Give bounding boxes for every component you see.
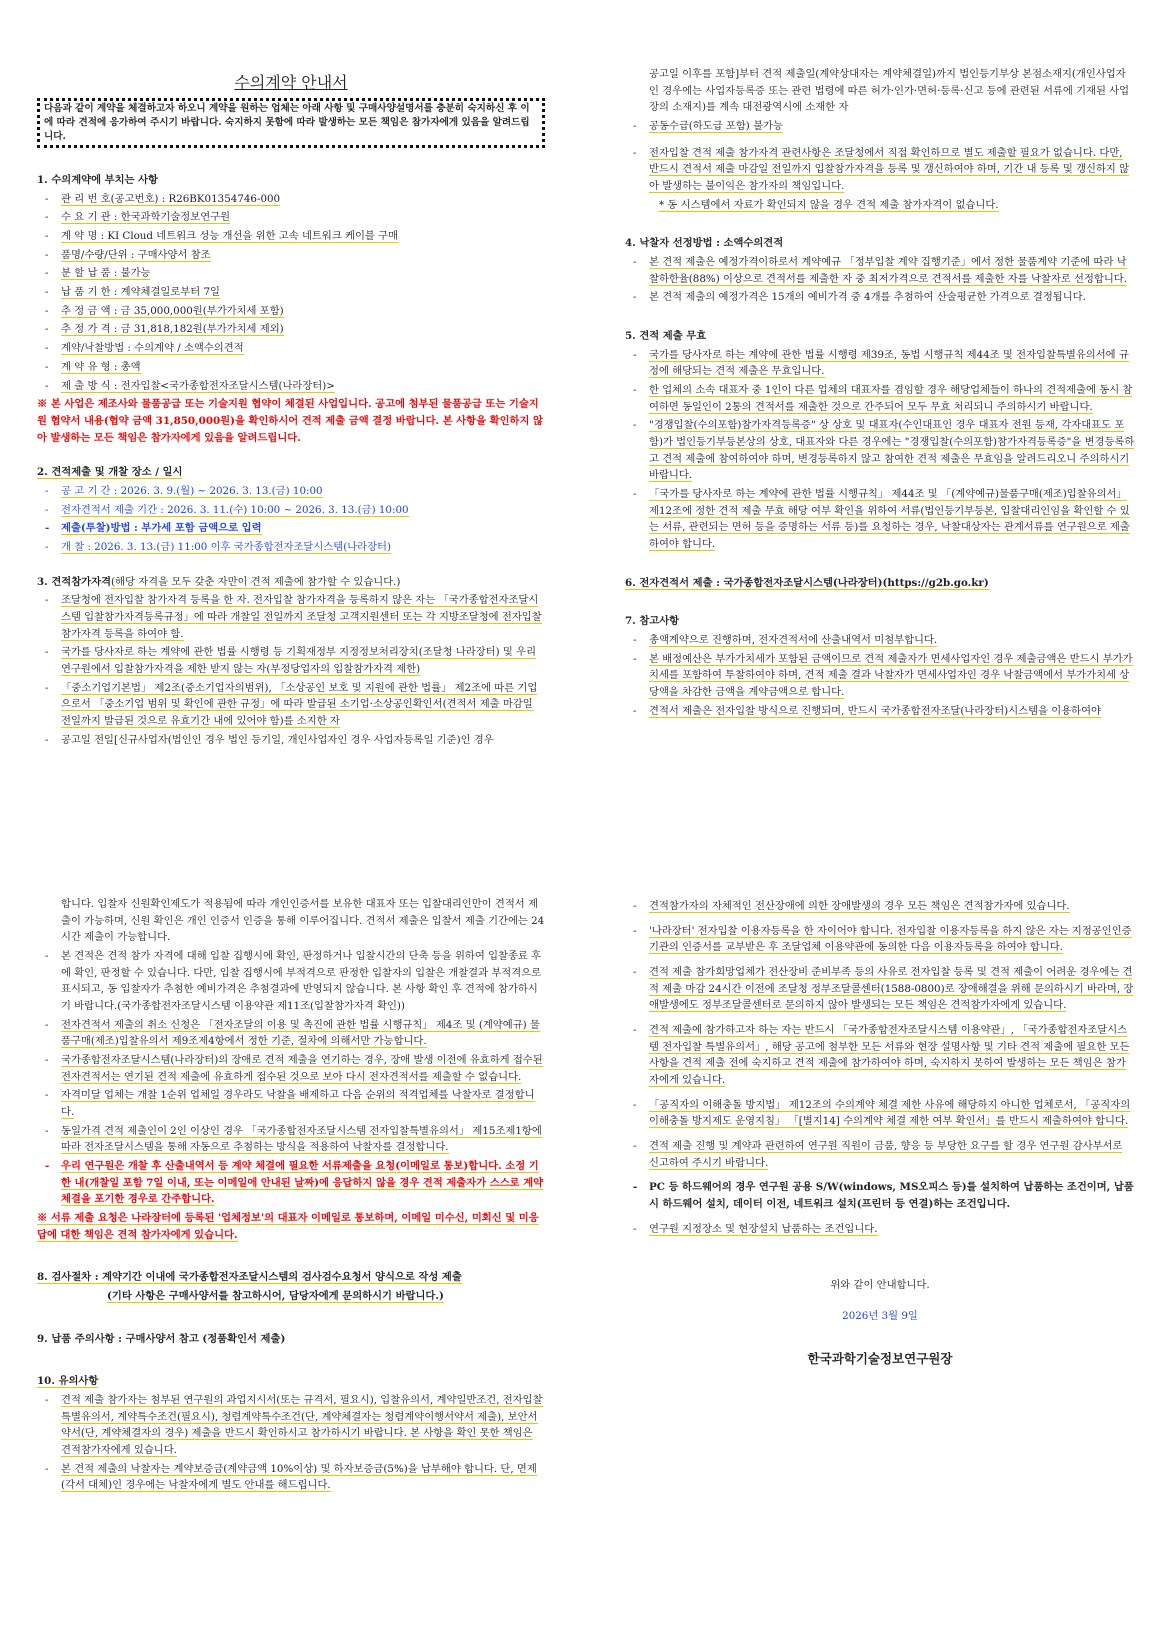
section-4-heading: 4. 낙찰자 선정방법 : 소액수의견적 xyxy=(625,237,784,250)
list-item: - 계약/낙찰방법 : 수의계약 / 소액수의견적 xyxy=(45,342,244,355)
list-item: - 국가를 당사자로 하는 계약에 관한 법률 시행령 등 기획재정부 지정정보처리장치(조달청 나라장터) 및 우리 연구원에서 입찰참가자격을 제한 받지 않는 자(부정당업자의 입찰참가자격 제한) xyxy=(45,646,537,675)
list-item: - 수 요 기 관 : 한국과학기술정보연구원 xyxy=(45,211,231,224)
list-item: - PC 등 하드웨어의 경우 연구원 공용 S/W(windows, MS오피스 등)를 설치하여 납품하는 조건이며, 납품 시 하드웨어 설치, 데이터 이전, 네트워크 설치(프린터 등 연결)하는 조건입니다. xyxy=(633,1181,1134,1211)
continued-text: 공고일 이후를 포함]부터 견적 제출일(계약상대자는 계약체결일)까지 법인등기부상 본점소재지(개인사업자인 경우에는 사업자등록증 또는 관련 법령에 따른 허가·인가·면허·등록·신고 등에 관련된 서류에 기재된 사업장의 소재지)를 계속 대전광역시에 소재한 자 xyxy=(649,68,1130,114)
section-5-heading: 5. 견적 제출 무효 xyxy=(625,330,707,343)
list-item: - 분 할 납 품 : 불가능 xyxy=(45,267,151,280)
section-3-heading: 3. 견적참가자격(해당 자격을 모두 갖춘 자만이 견적 제출에 참가할 수 있습니다.) xyxy=(37,575,401,588)
list-item: - 공동수급(하도급 포함) 불가능 xyxy=(633,120,783,133)
system-note: * 동 시스템에서 자료가 확인되지 않을 경우 견적 제출 참가자격이 없습니다. xyxy=(659,198,999,211)
list-item: - 품명/수량/단위 : 구매사양서 참조 xyxy=(45,248,211,261)
contract-warning: ※ 본 사업은 제조사와 물품공급 또는 기술지원 협약이 체결된 사업입니다. 공고에 첨부된 물품공급 또는 기술지원 협약서 내용(협약 금액 31,850,000원)을 확인하시어 견적 제출 금액 결정 바랍니다. 본 사항을 확인하지 않아 발생하는 모든 책임은 참가자에게 있음을 알려드립니다. xyxy=(37,398,543,444)
list-item: - 추 정 금 액 : 금 35,000,000원(부가가치세 포함) xyxy=(45,304,284,317)
column-bottom-right xyxy=(625,896,1135,1369)
list-item: - 본 배정예산은 부가가치세가 포함된 금액이므로 견적 제출자가 면세사업자인 경우 제출금액은 반드시 부가가치세를 포함하여 투찰하여야 하며, 견적 제출 결과 낙찰자가 면세사업자인 경우 낙찰금액에서 부가가치세 상당액을 차감한 금액을 계약금액으로 합니다. xyxy=(633,652,1133,699)
list-item: - 견적 제출에 참가하고자 하는 자는 반드시 「국가종합전자조달시스템 이용약관」, 「국가종합전자조달시스템 전자입찰 특별유의서」, 해당 공고에 첨부한 모든 서류와 현장 설명사항 및 기타 견적 제출에 필요한 모든 사항을 견적 제출 전에 숙지하고 견적 제출에 참가하여야 하며, 숙지하지 못하여 발생하는 모든 책임은 참가자에게 있습니다. xyxy=(633,1024,1130,1087)
list-item: - 「국가를 당사자로 하는 계약에 관한 법률 시행규칙」 제44조 및 「(계약예규)물품구매(제조)입찰유의서」 제12조에 정한 견적 제출 무효 해당 여부 확인을 위하여 서류(법인등기부등본, 입찰대리인임을 확인할 수 있는 서류, 관련되는 면허 등을 증명하는 서류 등)를 요청하는 경우, 낙찰대상자는 관계서류를 연구원으로 제출하여야 합니다. xyxy=(633,488,1130,551)
signature-org: 한국과학기술정보연구원장 xyxy=(807,1350,953,1366)
list-item: - 견적 제출 참가자는 첨부된 연구원의 과업지시서(또는 규격서, 필요시), 입찰유의서, 계약일반조건, 전자입찰특별유의서, 계약특수조건(필요시), 청렴계약특수조건(단, 계약체결자는 청렴계약이행서약서 제출), 보안서약서(단, 계약체결자의 경우) 제출을 반드시 확인하시고 참가하시기 바랍니다. 본 사항을 확인 못한 책임은 견적참가자에게 있습니다. xyxy=(45,1394,543,1457)
list-item: - 동일가격 견적 제출인이 2인 이상인 경우 「국가종합전자조달시스템 전자입찰특별유의서」 제15조제1항에 따라 전자조달시스템을 통해 자동으로 추첨하는 방식을 적용하여 낙찰자를 결정합니다. xyxy=(45,1124,542,1154)
column-top-right xyxy=(625,66,1135,722)
column-bottom-left xyxy=(37,896,545,1496)
list-item: - 제출(투찰)방법 : 부가세 포함 금액으로 입력 xyxy=(45,522,262,535)
list-item: - 본 견적은 견적 참가 자격에 대해 입찰 집행시에 확인, 판정하거나 입찰시간의 단축 등을 위하여 입찰종료 후에 확인, 판정할 수 있습니다. 다만, 입찰 집행시에 부적격으로 판정한 입찰자의 입찰은 개찰결과 부적격으로 표시되고, 동 입찰자가 추첨한 예비가격은 추첨결과에 반영되지 않습니다. 본 사항 확인 후 견적에 참가하시기 바랍니다.(국가종합전자조달시스템 이용약관 제11조(입찰참가자격 확인)) xyxy=(45,950,542,1013)
list-item: - 국가를 당사자로 하는 계약에 관한 법률 시행령 제39조, 동법 시행규칙 제44조 및 전자입찰특별유의서에 규정에 해당되는 견적 제출은 무효입니다. xyxy=(633,348,1129,378)
list-item: - '나라장터' 전자입찰 이용자등록을 한 자이어야 합니다. 전자입찰 이용자등록을 하지 않은 자는 지정공인인증기관의 인증서를 교부받은 후 조달업체 이용약관에 동의한 다음 이용자등록을 하여야 합니다. xyxy=(633,924,1132,954)
section-8-note: (기타 사항은 구매사양서를 참고하시어, 담당자에게 문의하시기 바랍니다.) xyxy=(107,1290,444,1303)
continued-text: 합니다. 입찰자 신원확인제도가 적용됨에 따라 개인인증서를 보유한 대표자 또는 입찰대리인만이 견적서 제출이 가능하며, 신원 확인은 개인 인증서 인증을 통해 이루어집니다. 견적서 제출은 입찰서 제출 기간에는 24시간 제출이 가능합니다. xyxy=(61,898,545,944)
page-title: 수의계약 안내서 xyxy=(234,73,348,92)
list-item: - 연구원 지정장소 및 현장설치 납품하는 조건입니다. xyxy=(633,1222,878,1235)
list-item: - 전자견적서 제출 기간 : 2026. 3. 11.(수) 10:00 ~ 2026. 3. 13.(금) 10:00 xyxy=(45,503,409,516)
list-item: - 한 업체의 소속 대표자 중 1인이 다른 업체의 대표자를 겸임할 경우 해당업체들이 하나의 견적제출에 동시 참여하면 동일인이 2통의 견적서를 제출한 것으로 간주되어 모두 무효 처리되니 주의하시기 바랍니다. xyxy=(633,384,1133,413)
list-item: - 자격미달 업체는 개찰 1순위 업체일 경우라도 낙찰을 배제하고 다음 순위의 적격업체를 낙찰자로 결정합니다. xyxy=(45,1089,535,1119)
list-item: - 전자입찰 견적 제출 참가자격 관련사항은 조달청에서 직접 확인하므로 별도 제출할 필요가 없습니다. 다만, 반드시 견적서 제출 마감일 전일까지 입찰참가자격을 등록 및 갱신하여야 하며, 기간 내 등록 및 갱신하지 않아 발생하는 불이익은 참가자의 책임입니다. xyxy=(633,146,1130,193)
list-item: - 「공직자의 이해충돌 방지법」 제12조의 수의계약 체결 제한 사유에 해당하지 아니한 업체로서, 「공직자의 이해충돌 방지제도 운영지침」 「[별지14] 수의계약 체결 제한 여부 확인서」를 반드시 제출하여야 합니다. xyxy=(633,1098,1131,1128)
notice-box: 다음과 같이 계약을 체결하고자 하오니 계약을 원하는 업체는 아래 사항 및 구매사양설명서를 충분히 숙지하신 후 이에 따라 견적에 응가하여 주시기 바랍니다. 숙지하지 못함에 따라 발생하는 모든 책임은 참가자에게 있음을 알려드립니다. xyxy=(37,98,545,148)
list-item: - 공 고 기 간 : 2026. 3. 9.(월) ~ 2026. 3. 13.(금) 10:00 xyxy=(45,484,323,497)
list-item: - 납 품 기 한 : 계약체결일로부터 7일 xyxy=(45,286,220,299)
list-item: - "경쟁입찰(수의포함)참가자격등록증" 상 상호 및 대표자(수인대표인 경우 대표자 전원 등재, 각자대표도 포함)가 법인등기부등본상의 상호, 대표자와 다른 경우에는 "경쟁입찰(수의포함)참가자격등록증"을 변경등록하고 견적 제출에 참여하여야 하며, 변경등록하지 않고 참여한 견적 제출은 무효임을 알려드리오니 주의하시기 바랍니다. xyxy=(633,419,1135,482)
section-8-heading: 8. 검사절차 : 계약기간 이내에 국가종합전자조달시스템의 검사검수요청서 양식으로 작성 제출 xyxy=(37,1271,462,1284)
list-item: - 견적서 제출은 전자입찰 방식으로 진행되며, 반드시 국가종합전자조달(나라장터)시스템을 이용하여야 xyxy=(633,704,1101,717)
list-item: - 「중소기업기본법」 제2조(중소기업자의범위), 「소상공인 보호 및 지원에 관한 법률」 제2조에 따른 기업으로서 「중소기업 범위 및 확인에 관한 규정」에 따라 발급된 소기업·소상공인확인서(견적서 제출 마감일 전일까지 발급된 것으로 유효기간 내에 있어야 함)를 소지한 자 xyxy=(45,681,538,727)
list-item: - 전자견적서 제출의 취소 신청은 「전자조달의 이용 및 촉진에 관한 법률 시행규칙」 제4조 및 (계약예규) 물품구매(제조)입찰유의서 제9조제4항에서 정한 기준, 절차에 의해서만 가능합니다. xyxy=(45,1018,540,1048)
list-item: - 본 견적 제출은 예정가격이하로서 계약예규 「정부입찰 계약 집행기준」에서 정한 물품계약 기준에 따라 낙찰하한율(88%) 이상으로 견적서를 제출한 자 중 최저가격으로 견적서를 제출한 자를 낙찰자로 선정합니다. xyxy=(633,256,1128,285)
list-item: - 견적참가자의 자체적인 전산장애에 의한 장애발생의 경우 모든 책임은 견적참가자에 있습니다. xyxy=(633,900,1070,912)
document-date: 2026년 3월 9일 xyxy=(842,1310,918,1323)
section-7-heading: 7. 참고사항 xyxy=(625,615,680,628)
list-item: - 개 찰 : 2026. 3. 13.(금) 11:00 이후 국가종합전자조달시스템(나라장터) xyxy=(45,540,392,553)
section-10-heading: 10. 유의사항 xyxy=(37,1375,99,1388)
list-item: - 견적 제출 진행 및 계약과 관련하여 연구원 직원이 금품, 향응 등 부당한 요구를 할 경우 연구원 감사부서로 신고하여 주시기 바랍니다. xyxy=(633,1140,1123,1169)
list-item: - 공고일 전일[신규사업자(법인인 경우 법인 등기일, 개인사업자인 경우 사업자등록일 기준)인 경우 xyxy=(45,733,494,746)
list-item: - 조달청에 전자입찰 참가자격 등록을 한 자. 전자입찰 참가자격을 등록하지 않은 자는 「국가종합전자조달시스템 입찰참가자격등록규정」에 따라 개찰일 전일까지 조달청 고객지원센터 또는 각 지방조달청에 전자입찰 참가자격 등록을 하여야 함. xyxy=(45,594,542,640)
list-item: - 추 정 가 격 : 금 31,818,182원(부가가치세 제외) xyxy=(45,323,284,336)
list-item: - 총액계약으로 진행하며, 전자견적서에 산출내역서 미첨부합니다. xyxy=(633,634,938,647)
list-item: - 본 견적 제출의 낙찰자는 계약보증금(계약금액 10%이상) 및 하자보증금(5%)을 납부해야 합니다. 단, 면제(각서 대체)인 경우에는 낙찰자에게 별도 안내를 해드립니다. xyxy=(45,1462,537,1492)
list-item: - 계 약 유 형 : 총액 xyxy=(45,360,141,373)
section-2-heading: 2. 견적제출 및 개찰 장소 / 일시 xyxy=(37,466,183,479)
list-item: - 계 약 명 : KI Cloud 네트워크 성능 개선을 위한 고속 네트워크 케이블 구매 xyxy=(45,230,399,243)
section-6-heading: 6. 전자견적서 제출 : 국가종합전자조달시스템(나라장터)(https://g2b.go.kr) xyxy=(625,576,989,589)
document-notice: ※ 서류 제출 요청은 나라장터에 등록된 '업체정보'의 대표자 이메일로 통보하며, 이메일 미수신, 미회신 및 미응답에 대한 책임은 견적 참가자에게 있습니다. xyxy=(37,1212,539,1241)
section-9-heading: 9. 납품 주의사항 : 구매사양서 참고 (정품확인서 제출) xyxy=(37,1332,286,1345)
list-item: - 우리 연구원은 개찰 후 산출내역서 등 계약 체결에 필요한 서류제출을 요청(이메일로 통보)합니다. 소정 기한 내(개찰일 포함 7일 이내, 또는 이메일에 안내된 날짜)에 응답하지 않을 경우 견적 제출자가 스스로 계약체결을 포기한 경우로 간주합니다. xyxy=(45,1160,544,1206)
list-item: - 제 출 방 식 : 전자입찰<국가종합전자조달시스템(나라장터)> xyxy=(45,379,335,392)
list-item: - 국가종합전자조달시스템(나라장터)의 장애로 견적 제출을 연기하는 경우, 장애 발생 이전에 유효하게 접수된 전자견적서는 연기된 견적 제출에 유효하게 접수된 것으로 보아 다시 전자견적서를 제출할 수 없습니다. xyxy=(45,1054,543,1083)
list-item: - 본 견적 제출의 예정가격은 15개의 예비가격 중 4개를 추첨하여 산술평균한 가격으로 결정됩니다. xyxy=(633,291,1086,304)
closing-text: 위와 같이 안내합니다. xyxy=(830,1279,930,1292)
list-item: - 견적 제출 참가희망업체가 전산장비 준비부족 등의 사유로 전자입찰 등록 및 견적 제출이 어려운 경우에는 견적 제출 마감 24시간 이전에 조달청 정부조달콜센터(1588-0800)로 장애해결을 위해 문의하시기 바라며, 장애발생에도 정부조달콜센터로 문의하지 않아 발생되는 모든 책임은 견적참가자에게 있습니다. xyxy=(633,966,1134,1012)
section-1-heading: 1. 수의계약에 부치는 사항 xyxy=(37,174,158,187)
list-item: - 관 리 번 호(공고번호) : R26BK01354746-000 xyxy=(45,192,281,205)
column-top-left xyxy=(37,72,545,750)
